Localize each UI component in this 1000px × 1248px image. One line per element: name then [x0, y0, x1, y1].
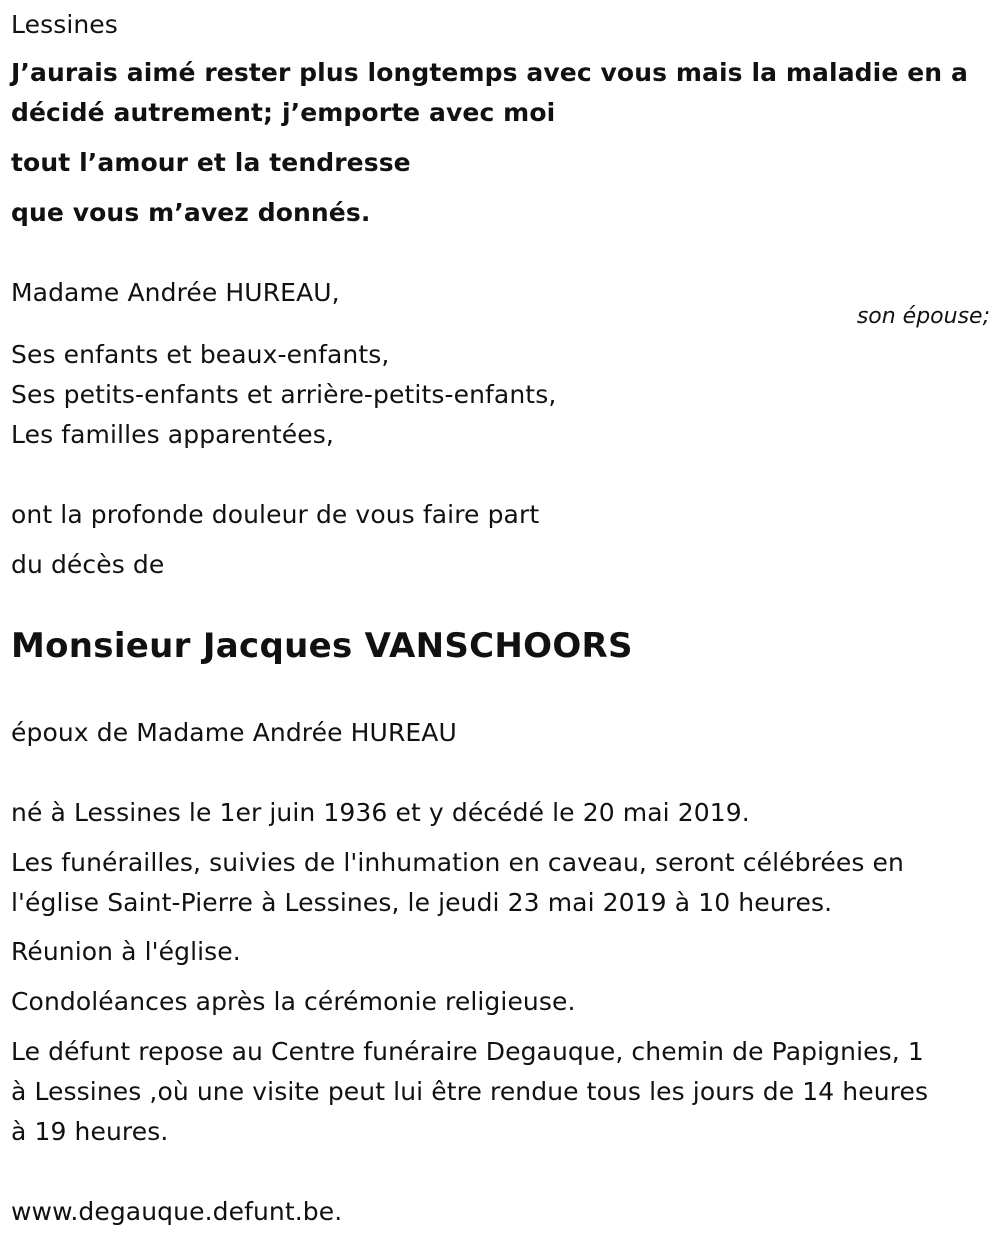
- birth-death-dates: né à Lessines le 1er juin 1936 et y décédé le 20 mai 2019.: [11, 798, 750, 827]
- website-link[interactable]: www.degauque.defunt.be.: [11, 1197, 343, 1226]
- family-line: Ses enfants et beaux-enfants,: [11, 340, 390, 369]
- meeting-info: Réunion à l'église.: [11, 937, 241, 966]
- quote-line: J’aurais aimé rester plus longtemps avec vous mais la maladie en a: [11, 58, 968, 87]
- announcement-line: ont la profonde douleur de vous faire part: [11, 500, 540, 529]
- spouse-relation: son épouse;: [856, 304, 990, 329]
- deceased-name: Monsieur Jacques VANSCHOORS: [11, 626, 633, 666]
- quote-line: tout l’amour et la tendresse: [11, 148, 411, 177]
- location-heading: Lessines: [11, 10, 118, 39]
- announcement-line: du décès de: [11, 550, 165, 579]
- family-line: Les familles apparentées,: [11, 420, 334, 449]
- quote-line: que vous m’avez donnés.: [11, 198, 371, 227]
- visitation-line: Le défunt repose au Centre funéraire Degauque, chemin de Papignies, 1: [11, 1037, 924, 1066]
- website-line: [11, 1197, 342, 1227]
- visitation-line: à Lessines ,où une visite peut lui être rendue tous les jours de 14 heures: [11, 1077, 929, 1106]
- spouse-name: Madame Andrée HUREAU,: [11, 278, 340, 307]
- quote-line: décidé autrement; j’emporte avec moi: [11, 98, 556, 127]
- condolences-info: Condoléances après la cérémonie religieuse.: [11, 987, 576, 1016]
- visitation-line: à 19 heures.: [11, 1117, 169, 1146]
- family-line: Ses petits-enfants et arrière-petits-enfants,: [11, 380, 557, 409]
- funeral-line: Les funérailles, suivies de l'inhumation en caveau, seront célébrées en: [11, 848, 904, 877]
- funeral-line: l'église Saint-Pierre à Lessines, le jeudi 23 mai 2019 à 10 heures.: [11, 888, 833, 917]
- deceased-spouse: époux de Madame Andrée HUREAU: [11, 718, 457, 747]
